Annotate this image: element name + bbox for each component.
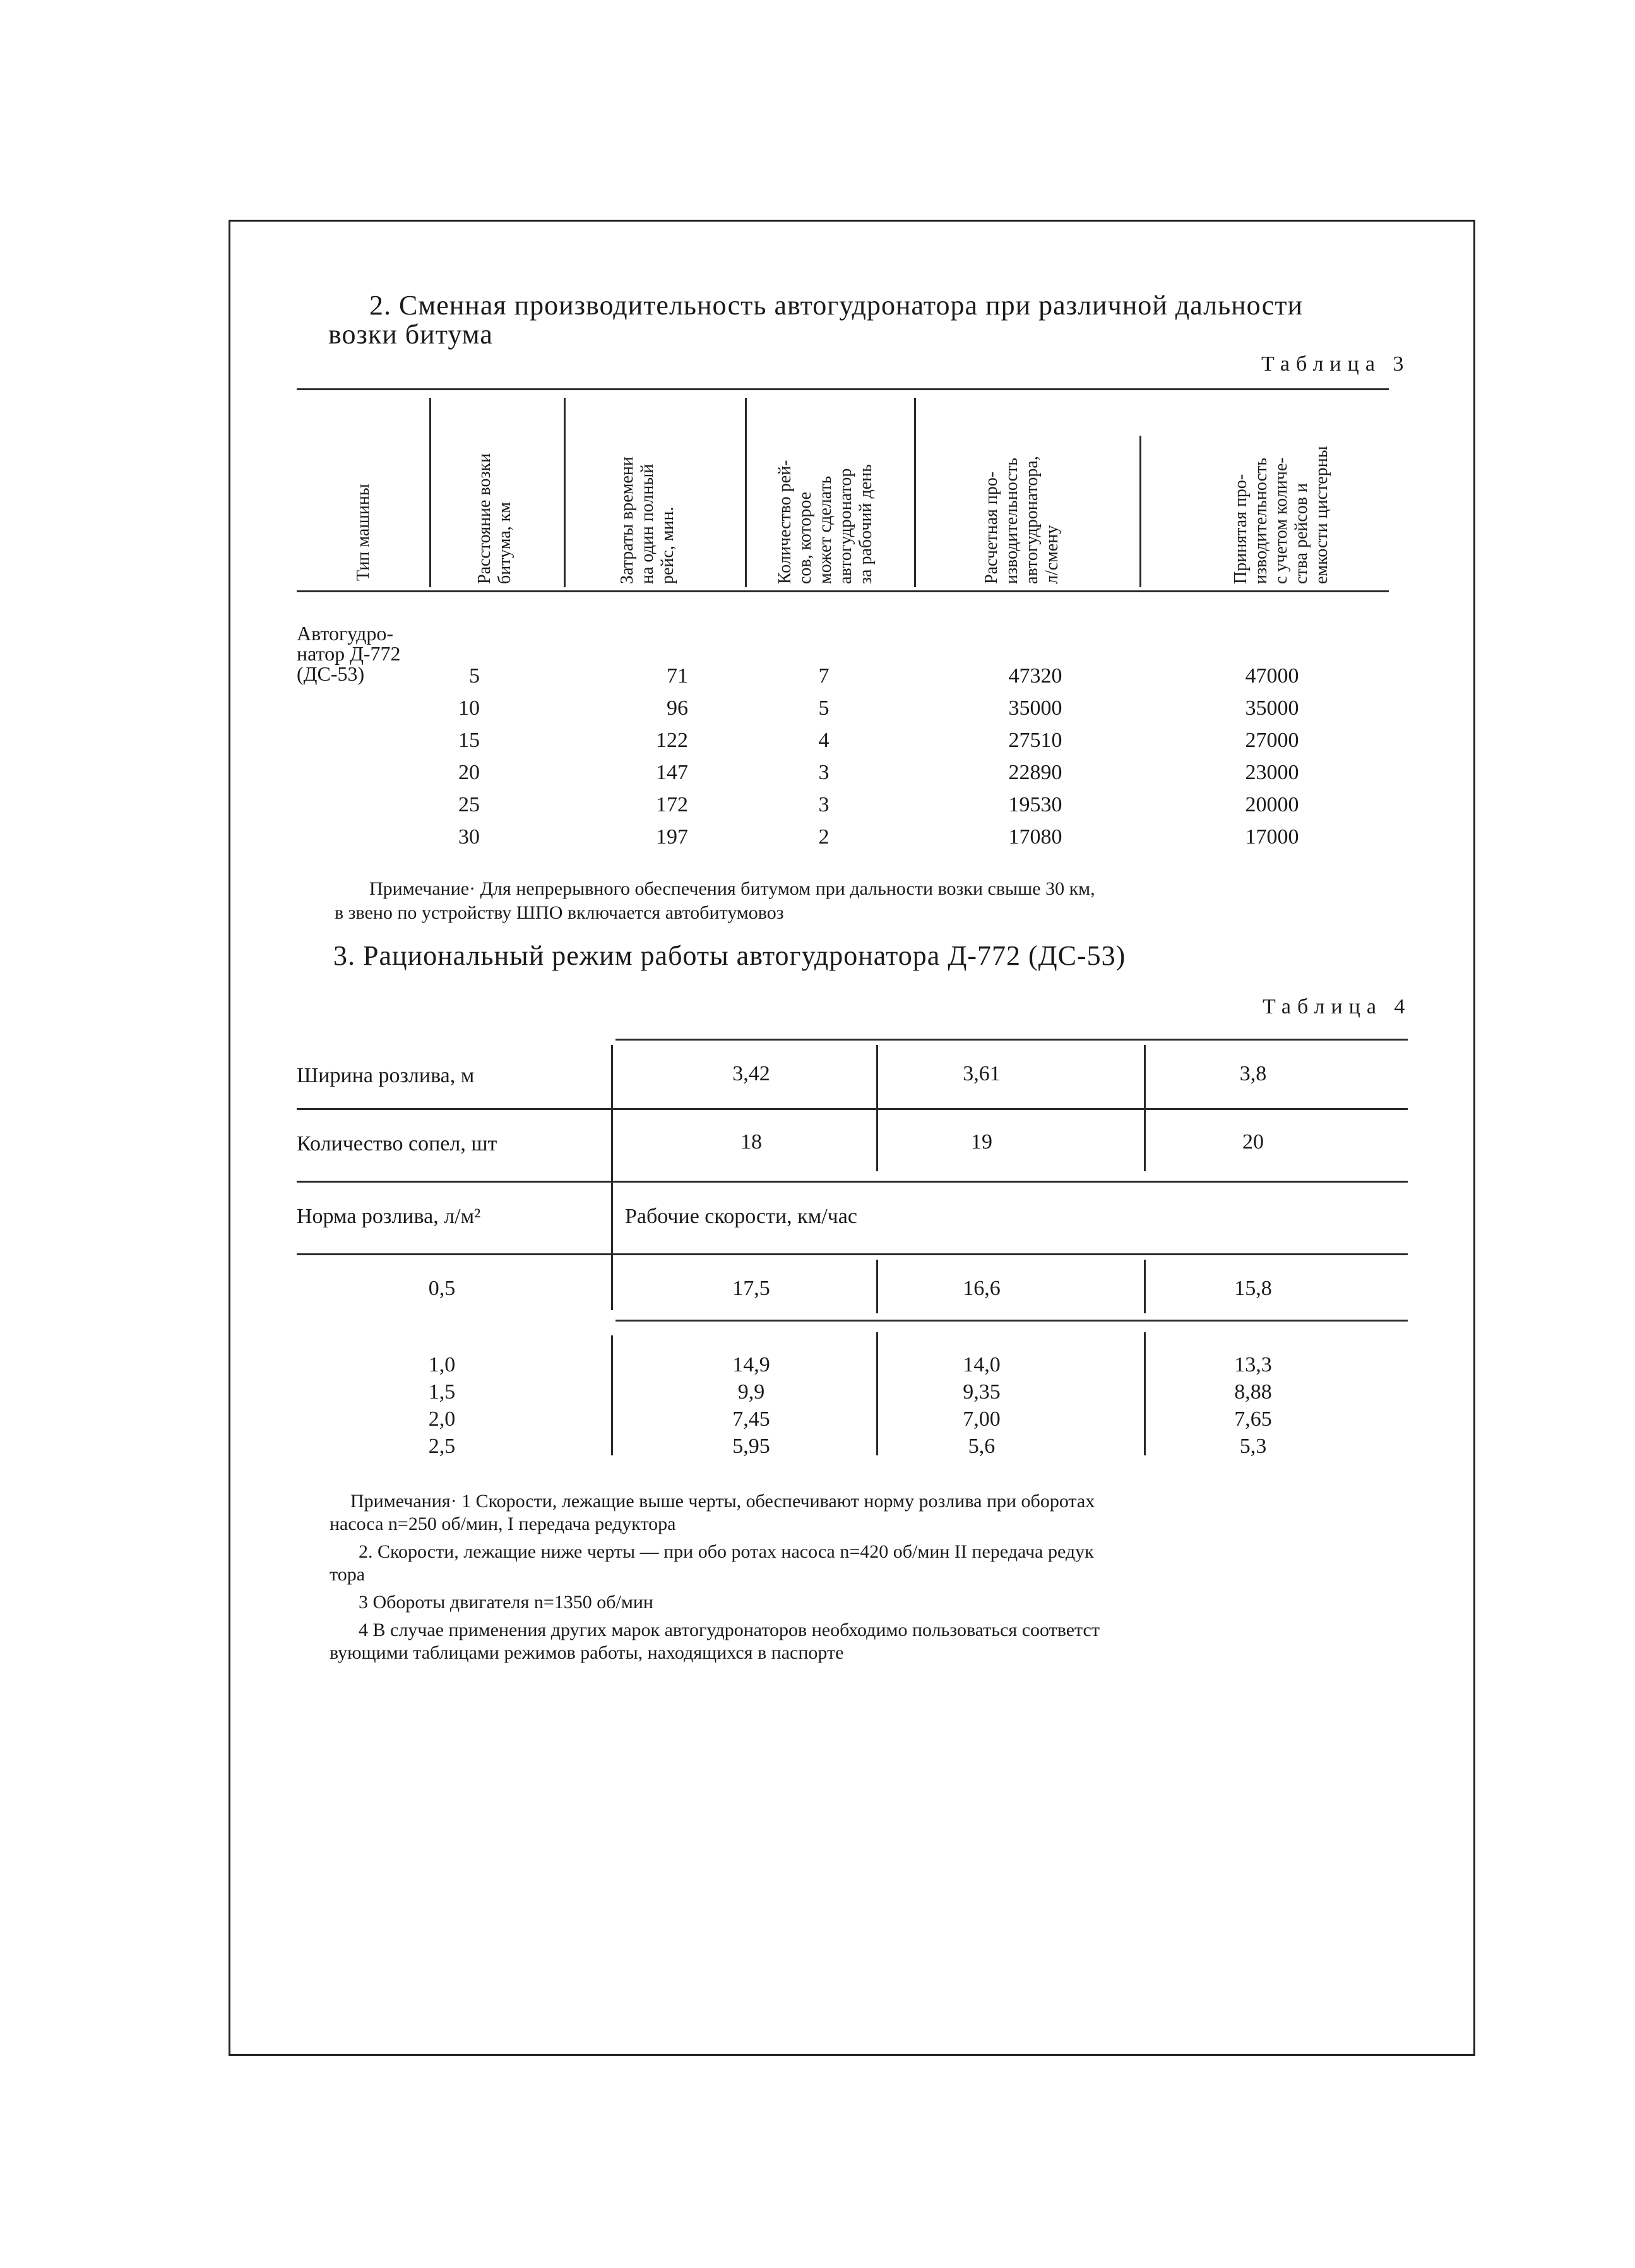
machine-name-line2: натор Д-772 bbox=[297, 642, 401, 665]
cell-time: 122 bbox=[656, 729, 688, 752]
header-line: сов, которое bbox=[795, 491, 815, 584]
table4-top-line bbox=[615, 1039, 1408, 1041]
width-value: 3,8 bbox=[1239, 1062, 1267, 1085]
speeds-header: Рабочие скорости, км/час bbox=[625, 1205, 857, 1228]
table4-col-sep-3c bbox=[1144, 1332, 1146, 1455]
table4-col-sep-2c bbox=[876, 1332, 878, 1455]
cell-accepted: 35000 bbox=[1245, 696, 1299, 720]
header-line: Количество рей- bbox=[775, 460, 795, 584]
cell-time: 96 bbox=[667, 696, 688, 720]
norm-value: 2,0 bbox=[428, 1407, 456, 1431]
header-time-text bbox=[617, 457, 678, 584]
table3-header-trips bbox=[775, 460, 876, 584]
table4-note-line2: насоса n=250 об/мин, I передача редуктора bbox=[330, 1513, 676, 1534]
header-accepted-text bbox=[1231, 446, 1332, 584]
norm-value: 2,5 bbox=[428, 1435, 456, 1458]
table4-line-4 bbox=[297, 1253, 1408, 1255]
cell-time: 197 bbox=[656, 825, 688, 849]
header-line: л/смену bbox=[1042, 525, 1062, 584]
table3-col-sep-3 bbox=[745, 398, 747, 587]
header-line: Расчетная про- bbox=[982, 471, 1001, 584]
speed-value: 9,9 bbox=[737, 1380, 765, 1404]
speed-value: 5,6 bbox=[968, 1435, 996, 1458]
header-line: Расстояние возки bbox=[475, 453, 494, 584]
norm-value: 1,5 bbox=[428, 1380, 456, 1404]
speed-value: 14,0 bbox=[963, 1353, 1001, 1376]
header-line: изводительность bbox=[1002, 457, 1021, 584]
header-type-text: Тип машины bbox=[354, 484, 373, 581]
section3-title: 3. Рациональный режим работы автогудронатора Д-772 (ДС-53) bbox=[333, 940, 1126, 971]
frame-bottom bbox=[229, 2054, 1475, 2056]
frame-right bbox=[1473, 220, 1475, 2056]
frame-left bbox=[229, 220, 230, 2056]
table3-note-line2: в звено по устройству ШПО включается автобитумовоз bbox=[335, 902, 784, 923]
cell-trips: 2 bbox=[818, 825, 829, 849]
norm-value: 1,0 bbox=[428, 1353, 456, 1376]
header-line: Затраты времени bbox=[617, 457, 637, 584]
cell-accepted: 47000 bbox=[1245, 664, 1299, 688]
table4-col-sep-3b bbox=[1144, 1260, 1146, 1313]
norm-label: Норма розлива, л/м² bbox=[297, 1205, 481, 1228]
section2-title-line1: 2. Сменная производительность автогудронатора при различной дальности bbox=[369, 290, 1304, 321]
cell-calc: 19530 bbox=[1008, 793, 1062, 816]
speed-value: 9,35 bbox=[963, 1380, 1001, 1404]
table3-header-top bbox=[297, 388, 1389, 390]
header-line: автогудронатор bbox=[836, 468, 855, 584]
table3-header-accepted bbox=[1231, 446, 1332, 584]
nozzles-label: Количество сопел, шт bbox=[297, 1132, 497, 1155]
table3-header-type bbox=[354, 484, 374, 581]
machine-name-line3: (ДС-53) bbox=[297, 662, 365, 685]
cell-trips: 3 bbox=[818, 793, 829, 816]
table4-line-3 bbox=[297, 1181, 1408, 1183]
table3-header-time bbox=[617, 457, 678, 584]
cell-accepted: 23000 bbox=[1245, 761, 1299, 784]
speed-value: 5,3 bbox=[1239, 1435, 1267, 1458]
table3-note-line1: Примечание· Для непрерывного обеспечения битумом при дальности возки свыше 30 км, bbox=[369, 878, 1095, 899]
speed-value: 13,3 bbox=[1234, 1353, 1272, 1376]
cell-trips: 3 bbox=[818, 761, 829, 784]
table3-header-calc bbox=[982, 456, 1062, 584]
table3-header-bottom bbox=[297, 590, 1389, 592]
frame-top bbox=[229, 220, 1475, 222]
speed-value: 7,00 bbox=[963, 1407, 1001, 1431]
cell-accepted: 17000 bbox=[1245, 825, 1299, 849]
header-line: рейс, мин. bbox=[658, 506, 677, 584]
speed-value: 14,9 bbox=[732, 1353, 770, 1376]
header-distance-text bbox=[475, 453, 515, 584]
nozzles-value: 18 bbox=[740, 1130, 762, 1154]
nozzles-value: 19 bbox=[971, 1130, 992, 1154]
speed-value: 15,8 bbox=[1234, 1277, 1272, 1300]
speed-value: 8,88 bbox=[1234, 1380, 1272, 1404]
cell-calc: 22890 bbox=[1008, 761, 1062, 784]
speed-value: 7,45 bbox=[732, 1407, 770, 1431]
section2-title-line2: возки битума bbox=[328, 319, 493, 350]
header-line: автогудронатора, bbox=[1022, 456, 1042, 584]
table4-note-line1: Примечания· 1 Скорости, лежащие выше черты, обеспечивают норму розлива при оборотах bbox=[350, 1491, 1095, 1512]
table4-caption: Таблица 4 bbox=[1263, 995, 1412, 1018]
header-line: на один полный bbox=[638, 463, 657, 584]
cell-trips: 4 bbox=[818, 729, 829, 752]
table3-col-sep-4 bbox=[914, 398, 916, 587]
cell-time: 71 bbox=[667, 664, 688, 688]
table3-caption: Таблица 3 bbox=[1261, 352, 1410, 376]
cell-calc: 27510 bbox=[1008, 729, 1062, 752]
table3-header-distance bbox=[475, 453, 515, 584]
cell-distance: 5 bbox=[469, 664, 480, 688]
cell-time: 147 bbox=[656, 761, 688, 784]
table4-col-sep-2b bbox=[876, 1260, 878, 1313]
table4-note-line6: 4 В случае применения других марок автогудронаторов необходимо пользоваться соответст bbox=[359, 1620, 1100, 1640]
cell-distance: 20 bbox=[458, 761, 480, 784]
header-line: может сделать bbox=[816, 475, 835, 584]
table4-speed-divider bbox=[615, 1320, 1408, 1322]
cell-distance: 25 bbox=[458, 793, 480, 816]
cell-distance: 10 bbox=[458, 696, 480, 720]
header-line: изводительность bbox=[1251, 457, 1271, 584]
speed-value: 5,95 bbox=[732, 1435, 770, 1458]
table3-col-sep-1 bbox=[429, 398, 431, 587]
cell-calc: 35000 bbox=[1008, 696, 1062, 720]
norm-value: 0,5 bbox=[428, 1277, 456, 1300]
cell-distance: 15 bbox=[458, 729, 480, 752]
table4-col-sep-1c bbox=[611, 1335, 613, 1455]
table4-note-line7: вующими таблицами режимов работы, находящихся в паспорте bbox=[330, 1642, 844, 1663]
nozzles-value: 20 bbox=[1242, 1130, 1264, 1154]
table4-note-line3: 2. Скорости, лежащие ниже черты — при обо ротах насоса n=420 об/мин II передача редук bbox=[359, 1541, 1094, 1562]
width-value: 3,42 bbox=[732, 1062, 770, 1085]
header-line: емкости цистерны bbox=[1312, 446, 1331, 584]
header-line: ства рейсов и bbox=[1292, 483, 1311, 584]
header-trips-text bbox=[775, 460, 876, 584]
speed-value: 16,6 bbox=[963, 1277, 1001, 1300]
header-line: Принятая про- bbox=[1231, 474, 1251, 584]
cell-accepted: 27000 bbox=[1245, 729, 1299, 752]
width-value: 3,61 bbox=[963, 1062, 1001, 1085]
speed-value: 7,65 bbox=[1234, 1407, 1272, 1431]
table4-col-sep-3 bbox=[1144, 1045, 1146, 1171]
header-line: за рабочий день bbox=[856, 464, 876, 584]
table3-col-sep-5 bbox=[1139, 436, 1141, 587]
cell-trips: 5 bbox=[818, 696, 829, 720]
table4-line-2 bbox=[297, 1108, 1408, 1110]
cell-trips: 7 bbox=[818, 664, 829, 688]
table4-col-sep-2 bbox=[876, 1045, 878, 1171]
table4-note-line5: 3 Обороты двигателя n=1350 об/мин bbox=[359, 1592, 653, 1613]
cell-time: 172 bbox=[656, 793, 688, 816]
width-label: Ширина розлива, м bbox=[297, 1064, 475, 1087]
table4-note-line4: тора bbox=[330, 1564, 366, 1585]
header-line: с учетом количе- bbox=[1271, 457, 1291, 584]
speed-value: 17,5 bbox=[732, 1277, 770, 1300]
cell-accepted: 20000 bbox=[1245, 793, 1299, 816]
table4-col-sep-1 bbox=[611, 1045, 613, 1310]
machine-name-line1: Автогудро- bbox=[297, 622, 394, 645]
header-line: битума, км bbox=[495, 501, 514, 584]
table3-col-sep-2 bbox=[564, 398, 566, 587]
cell-calc: 47320 bbox=[1008, 664, 1062, 688]
cell-distance: 30 bbox=[458, 825, 480, 849]
header-calc-text bbox=[982, 456, 1062, 584]
cell-calc: 17080 bbox=[1008, 825, 1062, 849]
